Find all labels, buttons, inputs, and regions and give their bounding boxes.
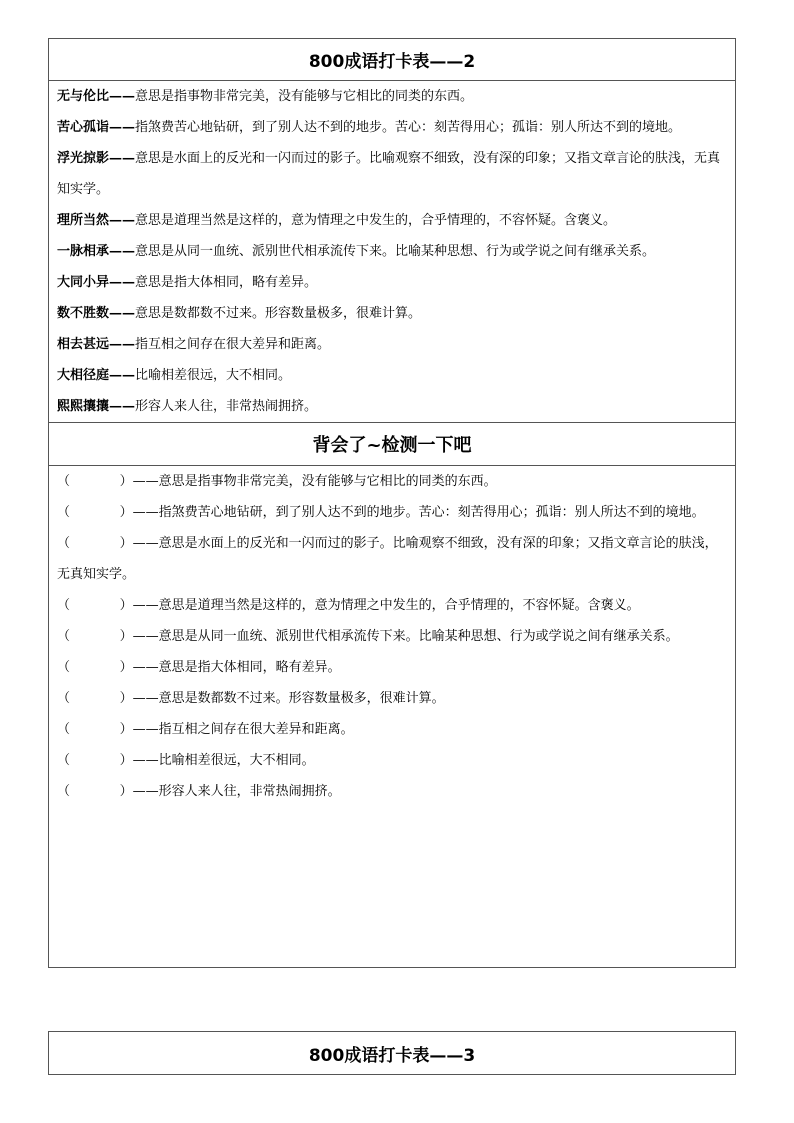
quiz-separator: —— bbox=[132, 660, 159, 675]
quiz-separator: —— bbox=[132, 691, 159, 706]
idiom-list bbox=[49, 81, 735, 422]
sheet-title: 800成语打卡表——3 bbox=[308, 1045, 476, 1066]
idiom-entry bbox=[57, 81, 729, 112]
idiom-entry bbox=[57, 329, 729, 360]
idiom-separator: —— bbox=[109, 306, 136, 321]
idiom-term: 浮光掠影 bbox=[57, 151, 110, 166]
idiom-definition: 意思是从同一血统、派别世代相承流传下来。比喻某种思想、行为或学说之间有继承关系。 bbox=[135, 244, 656, 259]
idiom-definition: 指煞费苦心地钻研，到了别人达不到的地步。苦心：刻苦得用心；孤诣：别人所达不到的境地。 bbox=[135, 120, 682, 135]
idiom-entry bbox=[57, 360, 729, 391]
idiom-entry bbox=[57, 267, 729, 298]
answer-blank[interactable]: （ ） bbox=[57, 784, 133, 799]
quiz-separator: —— bbox=[132, 598, 159, 613]
quiz-entry bbox=[57, 745, 729, 776]
quiz-heading: 背会了~检测一下吧 bbox=[49, 422, 735, 466]
quiz-definition: 指煞费苦心地钻研，到了别人达不到的地步。苦心：刻苦得用心；孤诣：别人所达不到的境地。 bbox=[158, 505, 705, 520]
idiom-definition: 意思是道理当然是这样的，意为情理之中发生的，合乎情理的，不容怀疑。含褒义。 bbox=[135, 213, 617, 228]
idiom-definition: 意思是指大体相同，略有差异。 bbox=[135, 275, 318, 290]
idiom-separator: —— bbox=[109, 368, 136, 383]
idiom-definition: 意思是水面上的反光和一闪而过的影子。比喻观察不细致，没有深的印象；又指文章言论的肤浅，无真知实学。 bbox=[57, 151, 721, 197]
quiz-list bbox=[49, 466, 735, 807]
quiz-definition: 意思是道理当然是这样的，意为情理之中发生的，合乎情理的，不容怀疑。含褒义。 bbox=[158, 598, 640, 613]
quiz-entry bbox=[57, 683, 729, 714]
answer-blank[interactable]: （ ） bbox=[57, 722, 133, 737]
sheet-title: 800成语打卡表——2 bbox=[49, 39, 735, 81]
idiom-term: 熙熙攘攘 bbox=[57, 399, 110, 414]
idiom-sheet-3 bbox=[48, 1031, 736, 1075]
quiz-definition: 意思是从同一血统、派别世代相承流传下来。比喻某种思想、行为或学说之间有继承关系。 bbox=[158, 629, 679, 644]
idiom-separator: —— bbox=[109, 337, 136, 352]
answer-blank[interactable]: （ ） bbox=[57, 660, 133, 675]
idiom-separator: —— bbox=[109, 275, 136, 290]
idiom-entry bbox=[57, 143, 729, 205]
idiom-separator: —— bbox=[109, 120, 136, 135]
quiz-separator: —— bbox=[132, 536, 159, 551]
quiz-separator: —— bbox=[132, 753, 159, 768]
idiom-entry bbox=[57, 391, 729, 422]
quiz-entry bbox=[57, 714, 729, 745]
quiz-entry bbox=[57, 528, 729, 590]
quiz-entry bbox=[57, 652, 729, 683]
quiz-entry bbox=[57, 497, 729, 528]
answer-blank[interactable]: （ ） bbox=[57, 536, 133, 551]
idiom-separator: —— bbox=[109, 151, 136, 166]
quiz-definition: 意思是水面上的反光和一闪而过的影子。比喻观察不细致，没有深的印象；又指文章言论的肤浅，无真知实学。 bbox=[57, 536, 718, 582]
idiom-term: 一脉相承 bbox=[57, 244, 110, 259]
idiom-definition: 意思是数都数不过来。形容数量极多，很难计算。 bbox=[135, 306, 422, 321]
answer-blank[interactable]: （ ） bbox=[57, 598, 133, 613]
idiom-term: 理所当然 bbox=[57, 213, 110, 228]
idiom-term: 数不胜数 bbox=[57, 306, 110, 321]
answer-blank[interactable]: （ ） bbox=[57, 629, 133, 644]
answer-blank[interactable]: （ ） bbox=[57, 691, 133, 706]
idiom-term: 苦心孤诣 bbox=[57, 120, 110, 135]
answer-blank[interactable]: （ ） bbox=[57, 753, 133, 768]
idiom-definition: 比喻相差很远，大不相同。 bbox=[135, 368, 292, 383]
idiom-separator: —— bbox=[109, 244, 136, 259]
quiz-definition: 形容人来人往，非常热闹拥挤。 bbox=[158, 784, 341, 799]
idiom-definition: 指互相之间存在很大差异和距离。 bbox=[135, 337, 331, 352]
idiom-definition: 形容人来人往，非常热闹拥挤。 bbox=[135, 399, 318, 414]
idiom-sheet-2 bbox=[48, 38, 736, 968]
quiz-separator: —— bbox=[132, 722, 159, 737]
idiom-term: 相去甚远 bbox=[57, 337, 110, 352]
idiom-definition: 意思是指事物非常完美，没有能够与它相比的同类的东西。 bbox=[135, 89, 474, 104]
quiz-definition: 意思是指事物非常完美，没有能够与它相比的同类的东西。 bbox=[158, 474, 497, 489]
quiz-entry bbox=[57, 776, 729, 807]
quiz-entry bbox=[57, 621, 729, 652]
quiz-separator: —— bbox=[132, 784, 159, 799]
idiom-separator: —— bbox=[109, 213, 136, 228]
quiz-definition: 指互相之间存在很大差异和距离。 bbox=[158, 722, 354, 737]
quiz-separator: —— bbox=[132, 505, 159, 520]
idiom-entry bbox=[57, 298, 729, 329]
idiom-separator: —— bbox=[109, 89, 136, 104]
idiom-term: 无与伦比 bbox=[57, 89, 110, 104]
idiom-term: 大同小异 bbox=[57, 275, 110, 290]
quiz-definition: 比喻相差很远，大不相同。 bbox=[158, 753, 315, 768]
idiom-entry bbox=[57, 112, 729, 143]
quiz-definition: 意思是指大体相同，略有差异。 bbox=[158, 660, 341, 675]
idiom-entry bbox=[57, 236, 729, 267]
idiom-separator: —— bbox=[109, 399, 136, 414]
quiz-separator: —— bbox=[132, 629, 159, 644]
idiom-term: 大相径庭 bbox=[57, 368, 110, 383]
quiz-entry bbox=[57, 466, 729, 497]
quiz-separator: —— bbox=[132, 474, 159, 489]
answer-blank[interactable]: （ ） bbox=[57, 474, 133, 489]
quiz-entry bbox=[57, 590, 729, 621]
idiom-entry bbox=[57, 205, 729, 236]
answer-blank[interactable]: （ ） bbox=[57, 505, 133, 520]
quiz-definition: 意思是数都数不过来。形容数量极多，很难计算。 bbox=[158, 691, 445, 706]
